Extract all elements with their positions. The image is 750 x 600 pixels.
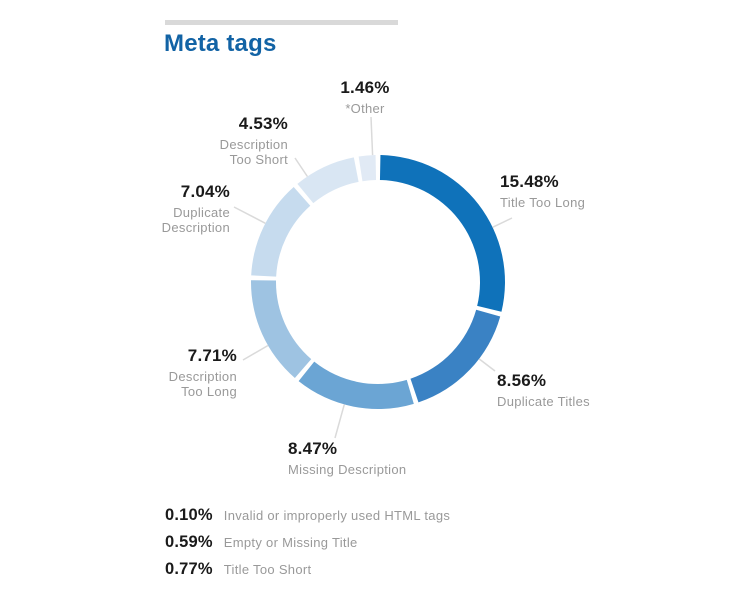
- legend-item: [165, 506, 450, 525]
- leader-line: [295, 158, 307, 177]
- leader-line: [335, 404, 344, 438]
- callout-label: Description Too Long: [168, 368, 237, 399]
- callout-duplicate-titles: [497, 372, 622, 409]
- callout-value: 8.47%: [288, 439, 338, 458]
- callout-other: [319, 79, 411, 116]
- leader-line: [234, 207, 265, 223]
- callout-label: Title Too Long: [500, 194, 586, 210]
- callout-title-too-long: [500, 173, 610, 210]
- donut-slice-description-too-long[interactable]: [251, 280, 311, 378]
- leader-line: [371, 117, 373, 155]
- callout-value: 4.53%: [238, 114, 288, 133]
- callout-missing-description: [288, 440, 438, 477]
- legend-value: 0.77%: [165, 560, 213, 578]
- callout-value: 8.56%: [497, 371, 547, 390]
- leader-line: [479, 359, 495, 371]
- legend-item: [165, 533, 450, 552]
- legend-label: Title Too Short: [223, 562, 312, 577]
- legend-label: Empty or Missing Title: [223, 535, 358, 550]
- callout-label: Duplicate Titles: [497, 393, 590, 409]
- callout-value: 7.71%: [187, 346, 237, 365]
- donut-slice-duplicate-titles[interactable]: [410, 310, 500, 403]
- legend-label: Invalid or improperly used HTML tags: [223, 508, 451, 523]
- callout-label: Duplicate Description: [161, 204, 230, 235]
- donut-slice-duplicate-description[interactable]: [251, 187, 310, 277]
- legend-value: 0.59%: [165, 533, 213, 551]
- donut-slice-other[interactable]: [359, 155, 376, 181]
- leader-line: [243, 346, 268, 361]
- page-title: Meta tags: [164, 30, 277, 57]
- callout-label: Missing Description: [288, 461, 407, 477]
- legend-item: [165, 560, 450, 579]
- callout-value: 1.46%: [340, 78, 390, 97]
- callout-value: 7.04%: [180, 182, 230, 201]
- callout-description-too-long: [157, 347, 237, 399]
- donut-slice-title-too-long[interactable]: [380, 155, 505, 312]
- small-items-legend: [165, 506, 450, 587]
- callout-label: *Other: [345, 100, 385, 116]
- callout-duplicate-description: [138, 183, 230, 235]
- callout-value: 15.48%: [500, 172, 559, 191]
- donut-slice-missing-description[interactable]: [299, 362, 414, 409]
- donut-slice-description-too-short[interactable]: [297, 157, 358, 203]
- legend-value: 0.10%: [165, 506, 213, 524]
- leader-line: [493, 218, 512, 227]
- callout-label: Description Too Short: [219, 136, 288, 167]
- callout-description-too-short: [196, 115, 288, 167]
